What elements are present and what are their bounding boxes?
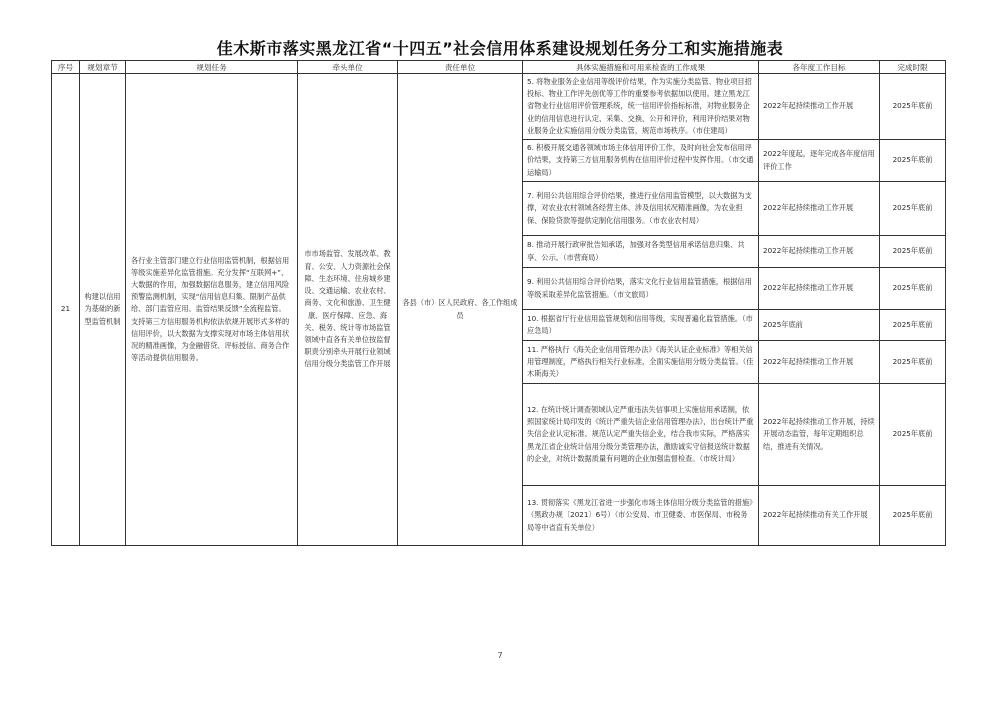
cell-seq: 21	[52, 74, 80, 546]
cell-chapter: 构建以信用为基础的新型监管机制	[80, 74, 126, 546]
header-chapter: 规划章节	[80, 61, 126, 74]
cell-goal: 2022年起持续推动工作开展	[759, 182, 880, 236]
cell-deadline: 2025年底前	[880, 182, 946, 236]
cell-measure: 12. 在统计统计调查领域认定严重违法失信事项上实施信用承诺制，依照国家统计局印发的《统计严重失信企业信用管理办法》，出台统计严重失信企业认定标准、规范认定严重失信企业，结合我市实际，严格落实黑龙江省企业统计信用分级分类管理办法，激励诚实守信报送统计数据的企业，对统计数据质量有问题的企业加强监督检查。（市统计局）	[523, 384, 759, 486]
cell-measure: 13. 贯彻落实《黑龙江省进一步强化市场主体信用分级分类监管的措施》（黑政办规〔2021〕6号）（市公安局、市卫健委、市医保局、市税务局等中省直有关单位）	[523, 486, 759, 546]
cell-goal: 2022年起持续推动工作开展	[759, 268, 880, 310]
cell-responsible: 各县（市）区人民政府、各工作组成员	[398, 74, 523, 546]
cell-measure: 9. 利用公共信用综合评价结果，落实文化行业信用监管措施，根据信用等级采取差异化监管措施。（市文旅局）	[523, 268, 759, 310]
cell-goal: 2022年起持续推动工作开展	[759, 236, 880, 268]
cell-goal: 2022年起持续推动工作开展	[759, 74, 880, 140]
cell-measure: 6. 积极开展交通各领域市场主体信用评价工作，及时向社会发布信用评价结果，支持第三方信用服务机构在信用评价过程中发挥作用。（市交通运输局）	[523, 140, 759, 182]
cell-deadline: 2025年底前	[880, 140, 946, 182]
cell-deadline: 2025年底前	[880, 341, 946, 384]
table-row	[52, 74, 946, 140]
cell-deadline: 2025年底前	[880, 384, 946, 486]
cell-measure: 11. 严格执行《海关企业信用管理办法》《海关认证企业标准》等相关信用管理制度，严格执行相关行业标准，全面实施信用分级分类监管。（佳木斯海关）	[523, 341, 759, 384]
cell-deadline: 2025年底前	[880, 310, 946, 341]
cell-measure: 8. 推动开展行政审批告知承诺，加强对各类型信用承诺信息归集、共享、公示。（市营商局）	[523, 236, 759, 268]
cell-lead: 市市场监管、发展改革、教育、公安、人力资源社会保障、生态环境、住房城乡建设、交通运输、农业农村、商务、文化和旅游、卫生健康、医疗保障、应急、海关、税务、统计等市场监管领域中直各有关单位按监督职责分别牵头开展行业领域信用分级分类监管工作开展	[298, 74, 398, 546]
cell-measure: 5. 将物业服务企业信用等级评价结果，作为实施分类监管、物业项目招投标、物业工作评先创优等工作的重要参考依据加以使用。建立黑龙江省物业行业信用评价管理系统，统一信用评价指标标准，对物业服务企业的信用信息进行认定、采集、交换、公开和评价，利用评价结果对物业服务企业实施信用分级分类监管，规范市场秩序。（市住建局）	[523, 74, 759, 140]
cell-task: 各行业主管部门建立行业信用监管机制，根据信用等级实施差异化监管措施。充分发挥“互联网+”、大数据的作用，加强数据信息服务，建立信用风险预警监测机制，实现“信用信息归集、限制产品供给、部门监管应用、监管结果反馈”全流程监管。支持第三方信用服务机构依法依规开展形式多样的信用评价，以大数据为支撑实现对市场主体信用状况的精准画像，为金融借贷、评标授信、商务合作等活动提供信用服务。	[126, 74, 298, 546]
header-measures: 具体实施措施和可用来检查的工作成果	[523, 61, 759, 74]
cell-deadline: 2025年底前	[880, 268, 946, 310]
page-number: 7	[497, 651, 503, 660]
document-title: 佳木斯市落实黑龙江省“十四五”社会信用体系建设规划任务分工和实施措施表	[216, 39, 784, 58]
header-row	[52, 61, 946, 74]
cell-goal: 2025年底前	[759, 310, 880, 341]
header-seq: 序号	[52, 61, 80, 74]
header-task: 规划任务	[126, 61, 298, 74]
cell-goal: 2022年度起，逐年完成各年度信用评价工作	[759, 140, 880, 182]
cell-measure: 7. 利用公共信用综合评价结果，推进行业信用监管模型，以大数据为支撑，对农业农村领域各经营主体、涉及信用状况精准画像，为农业担保、保险贷款等提供定制化信用服务。（市农业农村局）	[523, 182, 759, 236]
header-lead: 牵头单位	[298, 61, 398, 74]
cell-deadline: 2025年底前	[880, 486, 946, 546]
cell-goal: 2022年起持续推动有关工作开展	[759, 486, 880, 546]
cell-measure: 10. 根据省厅行业信用监管规划和信用等级，实现普遍化监管措施。（市应急局）	[523, 310, 759, 341]
cell-goal: 2022年起持续推动工作开展，持续开展动态监管，每年定期组织总结，推进有关情况。	[759, 384, 880, 486]
header-deadline: 完成时限	[880, 61, 946, 74]
cell-deadline: 2025年底前	[880, 236, 946, 268]
header-goals: 各年度工作目标	[759, 61, 880, 74]
cell-deadline: 2025年底前	[880, 74, 946, 140]
header-responsible: 责任单位	[398, 61, 523, 74]
cell-goal: 2022年起持续推动工作开展	[759, 341, 880, 384]
task-table	[51, 60, 946, 546]
